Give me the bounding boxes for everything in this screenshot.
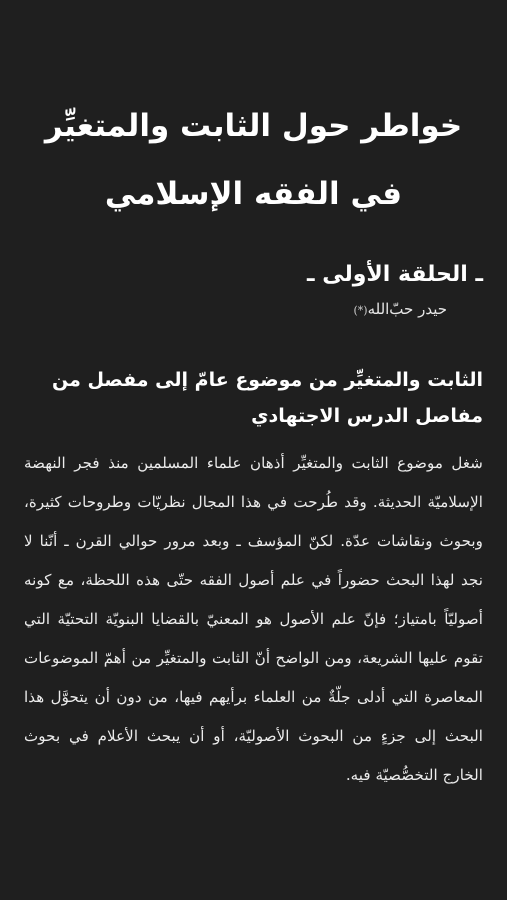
episode-label: ـ الحلقة الأولى ـ (307, 262, 483, 287)
author-name: حيدر حبّ‌الله (367, 300, 447, 318)
author-line (24, 298, 447, 322)
section-heading: الثابت والمتغيِّر من موضوع عامّ إلى مفصل من مفاصل الدرس الاجتهادي (51, 369, 483, 427)
footnote-marker[interactable]: (*) (353, 304, 368, 317)
article-title: خواطر حول الثابت والمتغيِّر في الفقه الإسلامي (44, 108, 463, 212)
body-paragraph: شغل موضوع الثابت والمتغيِّر أذهان علماء المسلمين منذ فجر النهضة الإسلاميّة الحديثة. وقد طُرحت في هذا المجال نظريّات وطروحات كثيرة، وبحوث ونقاشات عدّة. لكنّ المؤسف ـ وبعد مرور حوالي القرن ـ أنّنا لا نجد لهذا البحث حضوراً في علم أصول الفقه حتّى هذه اللحظة، مع كونه أصوليّاً بامتياز؛ فإنّ علم الأصول هو المعنيّ بالقضايا البنويّة التحتيّة التي تقوم عليها الشريعة، ومن الواضح أنّ الثابت والمتغيِّر من أهمّ الموضوعات المعاصرة التي أدلى جلّةٌ من العلماء برأيهم فيها، من دون أن يتحوَّل هذا البحث إلى جزءٍ من البحوث الأصوليّة، أو أن يبحث الأعلام في بحوث الخارج التخصُّصيّة فيه. (24, 454, 483, 784)
